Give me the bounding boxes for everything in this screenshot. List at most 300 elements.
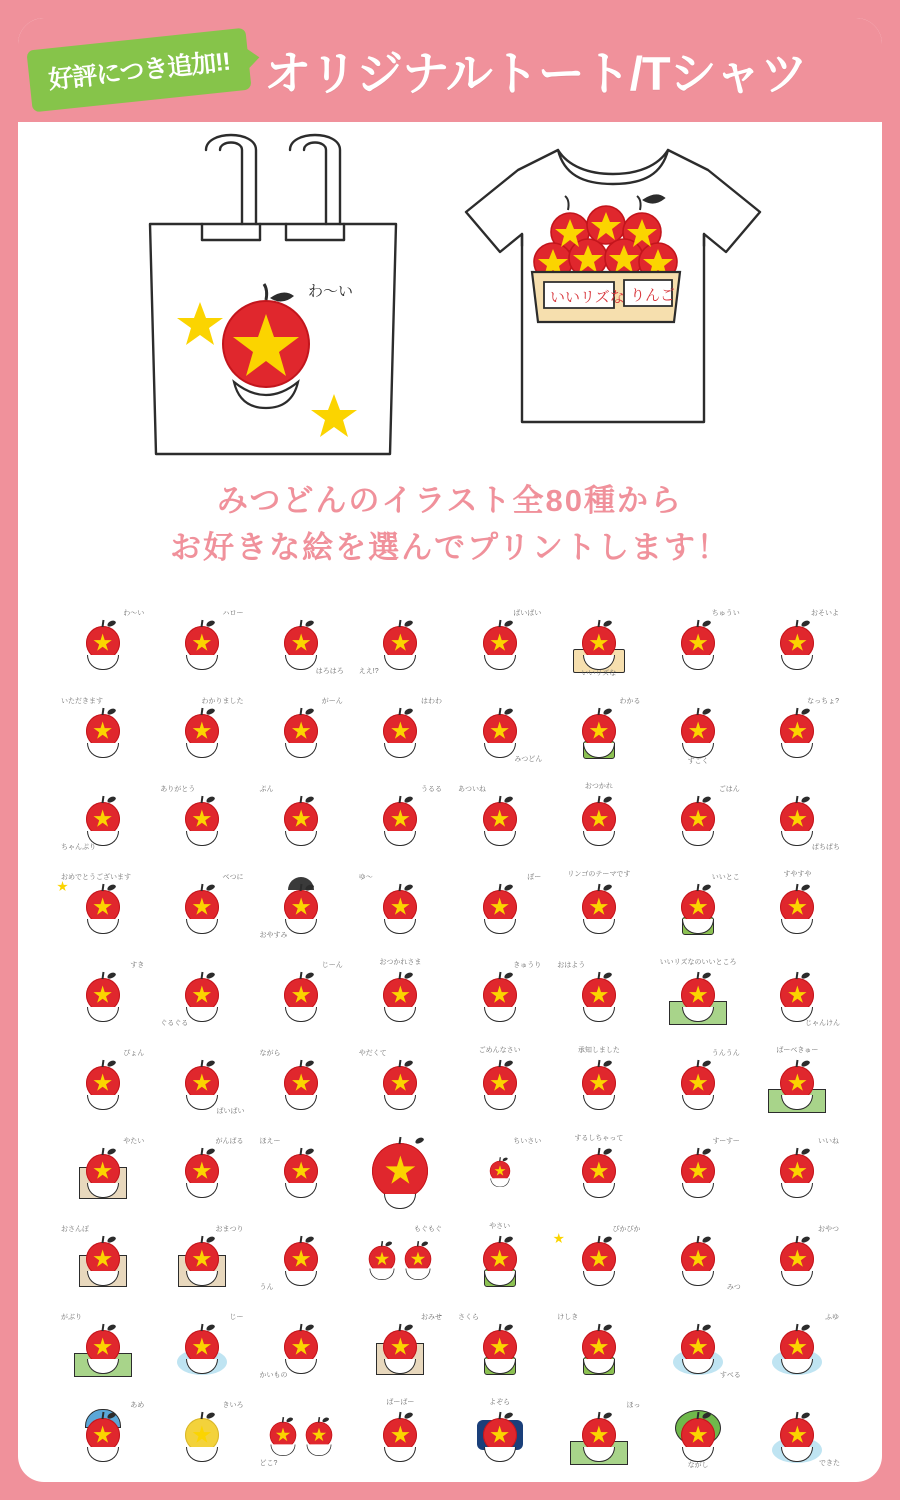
star-icon	[93, 810, 112, 829]
sticker-item[interactable]	[154, 777, 249, 861]
character-body	[781, 831, 813, 846]
sticker-item[interactable]	[452, 689, 547, 773]
sticker-item[interactable]	[254, 1305, 349, 1389]
sticker-item[interactable]	[55, 865, 150, 949]
sticker-item[interactable]	[154, 601, 249, 685]
sticker-item[interactable]	[452, 601, 547, 685]
apple-character-icon	[681, 802, 715, 836]
character-body	[490, 1178, 509, 1187]
apple-character-icon	[185, 1242, 219, 1276]
sticker-item[interactable]	[55, 689, 150, 773]
star-icon	[788, 634, 807, 653]
star-icon	[589, 1250, 608, 1269]
star-icon	[689, 634, 708, 653]
star-icon	[689, 1162, 708, 1181]
apple-character-icon	[780, 1418, 814, 1452]
sticker-item[interactable]	[551, 1041, 646, 1125]
sticker-item[interactable]	[353, 1041, 448, 1125]
character-body	[384, 1095, 416, 1110]
apple-leaf-icon	[701, 1147, 711, 1155]
sticker-item[interactable]	[551, 777, 646, 861]
apple-character-icon	[483, 802, 517, 836]
sticker-item[interactable]	[651, 1217, 746, 1301]
sticker-item[interactable]	[254, 1217, 349, 1301]
apple-leaf-icon	[404, 707, 414, 715]
sticker-item[interactable]	[651, 953, 746, 1037]
apple-character-icon	[483, 626, 517, 660]
apple-character-icon	[185, 714, 219, 748]
apple-stem-icon	[399, 708, 402, 715]
apple-leaf-icon	[602, 795, 612, 803]
apple-stem-icon	[597, 708, 600, 715]
character-body	[781, 919, 813, 934]
apple-leaf-icon	[602, 1059, 612, 1067]
star-icon	[292, 1250, 311, 1269]
character-body	[271, 1444, 296, 1456]
apple-stem-icon	[597, 884, 600, 891]
apple-leaf-icon	[404, 883, 414, 891]
apple-leaf-icon	[205, 1059, 215, 1067]
apple-leaf-icon	[701, 1323, 711, 1331]
apple-leaf-icon	[304, 795, 314, 803]
apple-stem-icon	[498, 1324, 501, 1331]
sticker-item[interactable]	[353, 1305, 448, 1389]
character-body	[87, 1095, 119, 1110]
apple-character-icon	[383, 1066, 417, 1100]
apple-leaf-icon	[304, 707, 314, 715]
apple-character-icon	[86, 1154, 120, 1188]
character-body	[186, 831, 218, 846]
sticker-item[interactable]	[551, 953, 646, 1037]
apple-character-icon	[582, 1330, 616, 1364]
apple-character-icon	[582, 1066, 616, 1100]
apple-character-icon	[284, 802, 318, 836]
sticker-item[interactable]	[353, 689, 448, 773]
star-icon	[192, 722, 211, 741]
apple-leaf-icon	[602, 883, 612, 891]
sticker-item[interactable]	[55, 1041, 150, 1125]
sticker-item[interactable]	[551, 1217, 646, 1301]
apple-stem-icon	[300, 1324, 303, 1331]
apple-character-icon	[483, 1066, 517, 1100]
sticker-item[interactable]	[254, 953, 349, 1037]
apple-stem-icon	[697, 796, 700, 803]
apple-stem-icon	[399, 884, 402, 891]
apple-character-icon	[86, 714, 120, 748]
apple-stem-icon	[697, 1060, 700, 1067]
sticker-item[interactable]	[254, 777, 349, 861]
character-body	[87, 743, 119, 758]
star-icon	[93, 1162, 112, 1181]
character-body	[285, 831, 317, 846]
sticker-item[interactable]	[551, 689, 646, 773]
apple-leaf-icon	[801, 795, 811, 803]
apple-character-icon	[582, 1242, 616, 1276]
apple-stem-icon	[597, 972, 600, 979]
apple-stem-icon	[796, 1324, 799, 1331]
apple-stem-icon	[498, 1236, 501, 1243]
sticker-item[interactable]	[651, 1041, 746, 1125]
apple-stem-icon	[796, 1060, 799, 1067]
apple-character-icon	[86, 626, 120, 660]
star-icon	[689, 986, 708, 1005]
sticker-item[interactable]	[353, 601, 448, 685]
sticker-item[interactable]	[651, 1129, 746, 1213]
character-body	[484, 831, 516, 846]
sticker-item[interactable]	[154, 689, 249, 773]
sticker-caption: ぼー	[527, 874, 542, 881]
sticker-caption: すき	[130, 962, 145, 969]
sticker-caption: はろはろ	[315, 668, 344, 675]
apple-character-icon	[582, 626, 616, 660]
apple-stem-icon	[498, 884, 501, 891]
sticker-item[interactable]	[154, 1041, 249, 1125]
character-body	[781, 743, 813, 758]
sticker-item[interactable]	[651, 1305, 746, 1389]
star-icon	[689, 1250, 708, 1269]
apple-leaf-icon	[404, 1059, 414, 1067]
sticker-item[interactable]	[750, 865, 845, 949]
apple-character-icon	[284, 1066, 318, 1100]
sticker-item[interactable]	[254, 1041, 349, 1125]
sticker-caption: わかる	[619, 698, 641, 705]
apple-character-icon	[383, 890, 417, 924]
apple-character-icon	[284, 1330, 318, 1364]
sticker-caption: ちいさい	[513, 1138, 542, 1145]
apple-stem-icon	[200, 1060, 203, 1067]
apple-stem-icon	[796, 1412, 799, 1419]
apple-character-icon	[306, 1422, 333, 1449]
apple-stem-icon	[498, 620, 501, 627]
apple-leaf-icon	[205, 1411, 215, 1419]
sticker-caption: うんうん	[711, 1050, 740, 1057]
apple-leaf-icon	[801, 1235, 811, 1243]
apple-character-icon	[185, 1154, 219, 1188]
sticker-item[interactable]	[551, 601, 646, 685]
sticker-item[interactable]	[254, 689, 349, 773]
sticker-item[interactable]	[452, 1393, 547, 1477]
sticker-item[interactable]	[750, 689, 845, 773]
apple-character-icon	[780, 978, 814, 1012]
sticker-item[interactable]	[154, 1129, 249, 1213]
star-icon	[589, 1074, 608, 1093]
sticker-caption: ゆ〜	[358, 874, 373, 881]
sticker-item[interactable]	[55, 601, 150, 685]
apple-character-icon	[582, 714, 616, 748]
sticker-item[interactable]	[651, 865, 746, 949]
sticker-item[interactable]	[254, 1129, 349, 1213]
sticker-caption: ほえー	[259, 1138, 281, 1145]
sticker-item[interactable]	[254, 865, 349, 949]
sticker-item[interactable]	[750, 1217, 845, 1301]
sticker-item[interactable]	[551, 865, 646, 949]
apple-character-icon	[86, 1066, 120, 1100]
sticker-item[interactable]	[154, 865, 249, 949]
sticker-item[interactable]	[353, 777, 448, 861]
sticker-item[interactable]	[651, 1393, 746, 1477]
apple-character-icon	[284, 1154, 318, 1188]
apple-stem-icon	[498, 796, 501, 803]
apple-leaf-icon	[205, 619, 215, 627]
star-icon	[788, 986, 807, 1005]
apple-stem-icon	[399, 972, 402, 979]
sticker-caption: すやすや	[783, 871, 812, 878]
sticker-item[interactable]	[254, 601, 349, 685]
apple-stem-icon	[597, 1236, 600, 1243]
sticker-caption: あめ	[130, 1402, 145, 1409]
apple-stem-icon	[101, 796, 104, 803]
star-icon	[391, 898, 410, 917]
sticker-item[interactable]	[651, 601, 746, 685]
apple-character-icon	[284, 714, 318, 748]
sticker-item[interactable]	[353, 1393, 448, 1477]
sticker-item[interactable]	[353, 953, 448, 1037]
apple-stem-icon	[597, 1324, 600, 1331]
apple-stem-icon	[697, 972, 700, 979]
apple-character-icon	[383, 978, 417, 1012]
apple-character-icon	[185, 1418, 219, 1452]
apple-stem-icon	[200, 796, 203, 803]
apple-character-icon	[270, 1422, 297, 1449]
character-body	[384, 655, 416, 670]
svg-text:わ〜い: わ〜い	[308, 283, 354, 300]
sticker-item[interactable]	[452, 777, 547, 861]
sticker-item[interactable]	[154, 1305, 249, 1389]
sticker-caption: ふゆ	[825, 1314, 839, 1321]
sticker-caption: きゅうり	[513, 962, 542, 969]
sticker-item[interactable]	[55, 953, 150, 1037]
sticker-item[interactable]	[551, 1393, 646, 1477]
apple-character-icon	[284, 978, 318, 1012]
apple-leaf-icon	[701, 619, 711, 627]
sticker-caption: うるる	[421, 786, 442, 793]
sticker-caption: おまつり	[215, 1226, 244, 1233]
apple-character-icon	[489, 1161, 509, 1181]
apple-leaf-icon	[106, 619, 116, 627]
star-icon	[312, 1428, 327, 1443]
star-icon	[93, 1426, 112, 1445]
star-icon	[589, 1426, 608, 1445]
character-body	[682, 831, 714, 846]
character-body	[583, 919, 615, 934]
apple-leaf-icon	[602, 707, 612, 715]
apple-character-icon	[681, 1066, 715, 1100]
apple-leaf-icon	[415, 1136, 425, 1144]
star-icon	[788, 1074, 807, 1093]
sticker-caption: ぴょん	[123, 1050, 145, 1057]
apple-stem-icon	[101, 1324, 104, 1331]
sticker-item[interactable]	[452, 1217, 547, 1301]
star-icon	[385, 1156, 416, 1187]
sticker-grid	[55, 601, 845, 1477]
apple-stem-icon	[200, 1148, 203, 1155]
apple-character-icon	[483, 1330, 517, 1364]
apple-leaf-icon	[503, 1235, 513, 1243]
apple-character-icon	[780, 1066, 814, 1100]
sticker-item[interactable]	[551, 1305, 646, 1389]
sticker-item[interactable]	[452, 953, 547, 1037]
character-body	[384, 1447, 416, 1462]
apple-stem-icon	[597, 796, 600, 803]
sticker-caption: けしき	[557, 1314, 579, 1321]
sticker-caption: すごく	[687, 758, 709, 765]
sticker-item[interactable]	[750, 1129, 845, 1213]
sticker-item[interactable]	[254, 1393, 349, 1477]
sticker-item[interactable]	[353, 1129, 448, 1213]
apple-character-icon	[681, 1242, 715, 1276]
apple-leaf-icon	[701, 795, 711, 803]
sticker-item[interactable]	[353, 1217, 448, 1301]
apple-stem-icon	[796, 708, 799, 715]
star-icon	[391, 634, 410, 653]
sticker-item[interactable]	[750, 601, 845, 685]
sticker-item[interactable]	[750, 953, 845, 1037]
sticker-caption: ごめんなさい	[478, 1047, 521, 1054]
apple-character-icon	[483, 714, 517, 748]
apple-leaf-icon	[106, 971, 116, 979]
character-body	[682, 1271, 714, 1286]
sticker-caption: よぞら	[489, 1399, 511, 1406]
sticker-item[interactable]	[55, 1217, 150, 1301]
star-icon	[391, 722, 410, 741]
character-body	[384, 831, 416, 846]
apple-leaf-icon	[602, 1411, 612, 1419]
apple-character-icon	[405, 1246, 432, 1273]
apple-stem-icon	[101, 1236, 104, 1243]
star-icon	[192, 986, 211, 1005]
star-icon	[689, 1426, 708, 1445]
apple-character-icon	[86, 1418, 120, 1452]
star-icon	[689, 810, 708, 829]
sticker-item[interactable]	[750, 1305, 845, 1389]
apple-leaf-icon	[106, 1235, 116, 1243]
apple-character-icon	[383, 1330, 417, 1364]
star-icon	[93, 722, 112, 741]
sticker-item[interactable]	[154, 1393, 249, 1477]
apple-leaf-icon	[106, 795, 116, 803]
sticker-caption: わかりました	[201, 698, 244, 705]
apple-stem-icon	[597, 1060, 600, 1067]
star-icon	[788, 898, 807, 917]
sticker-caption: みつ	[726, 1284, 741, 1291]
star-icon	[788, 810, 807, 829]
apple-stem-icon	[399, 1060, 402, 1067]
sticker-item[interactable]	[452, 865, 547, 949]
star-icon	[589, 634, 608, 653]
apple-stem-icon	[200, 708, 203, 715]
character-body	[583, 1183, 615, 1198]
sticker-caption: ばいばい	[216, 1108, 245, 1115]
sticker-item[interactable]	[750, 1041, 845, 1125]
star-icon	[689, 898, 708, 917]
apple-stem-icon	[399, 1412, 402, 1419]
character-body	[186, 655, 218, 670]
apple-character-icon	[284, 1242, 318, 1276]
character-body	[682, 655, 714, 670]
apple-leaf-icon	[106, 1059, 116, 1067]
sticker-caption: がぶり	[61, 1314, 82, 1321]
character-body	[682, 1183, 714, 1198]
sticker-item[interactable]	[55, 777, 150, 861]
star-icon	[292, 986, 311, 1005]
star-icon	[93, 634, 112, 653]
apple-character-icon	[780, 890, 814, 924]
apple-stem-icon	[300, 620, 303, 627]
sticker-item[interactable]	[452, 1305, 547, 1389]
star-icon	[788, 722, 807, 741]
star-icon	[93, 1074, 112, 1093]
star-icon	[391, 1074, 410, 1093]
apple-stem-icon	[200, 1412, 203, 1419]
star-icon	[490, 1250, 509, 1269]
apple-leaf-icon	[205, 1323, 215, 1331]
character-body	[781, 1183, 813, 1198]
character-body	[384, 743, 416, 758]
character-body	[682, 1095, 714, 1110]
sticker-item[interactable]	[750, 1393, 845, 1477]
apple-stem-icon	[101, 708, 104, 715]
sticker-item[interactable]	[154, 1217, 249, 1301]
star-icon	[589, 898, 608, 917]
apple-character-icon	[780, 1154, 814, 1188]
sticker-item[interactable]	[154, 953, 249, 1037]
sticker-item[interactable]	[55, 1129, 150, 1213]
apple-leaf-icon	[701, 707, 711, 715]
sticker-item[interactable]	[551, 1129, 646, 1213]
apple-leaf-icon	[304, 1147, 314, 1155]
lead-line-1: みつどんのイラスト全80種から	[217, 483, 683, 518]
sticker-caption: やだくて	[358, 1050, 387, 1057]
sticker-item[interactable]	[651, 689, 746, 773]
apple-leaf-icon	[602, 619, 612, 627]
sticker-caption: さくら	[458, 1314, 479, 1321]
sticker-item[interactable]	[55, 1393, 150, 1477]
star-icon	[490, 986, 509, 1005]
apple-character-icon	[582, 1154, 616, 1188]
sticker-item[interactable]	[452, 1041, 547, 1125]
apple-character-icon	[483, 1242, 517, 1276]
apple-leaf-icon	[404, 971, 414, 979]
sticker-item[interactable]	[55, 1305, 150, 1389]
star-icon	[276, 1428, 291, 1443]
apple-stem-icon	[300, 708, 303, 715]
character-body	[384, 1007, 416, 1022]
apple-leaf-icon	[385, 1241, 393, 1248]
star-icon	[788, 1162, 807, 1181]
apple-leaf-icon	[801, 971, 811, 979]
sticker-item[interactable]	[353, 865, 448, 949]
apple-leaf-icon	[503, 1059, 513, 1067]
sticker-item[interactable]	[452, 1129, 547, 1213]
apple-stem-icon	[300, 1148, 303, 1155]
apple-character-icon	[780, 626, 814, 660]
sticker-item[interactable]	[651, 777, 746, 861]
sticker-caption: ばーべきゅー	[776, 1047, 819, 1054]
apple-stem-icon	[101, 1060, 104, 1067]
star-icon	[589, 1162, 608, 1181]
apple-leaf-icon	[205, 795, 215, 803]
sticker-item[interactable]	[750, 777, 845, 861]
apple-leaf-icon	[421, 1241, 429, 1248]
sticker-caption: いただきます	[61, 698, 103, 705]
apple-character-icon	[681, 1154, 715, 1188]
character-body	[186, 1447, 218, 1462]
apple-character-icon	[383, 626, 417, 660]
apple-leaf-icon	[801, 1323, 811, 1331]
sticker-caption: ばーばー	[386, 1399, 415, 1406]
apple-stem-icon	[101, 972, 104, 979]
apple-character-icon	[284, 626, 318, 660]
